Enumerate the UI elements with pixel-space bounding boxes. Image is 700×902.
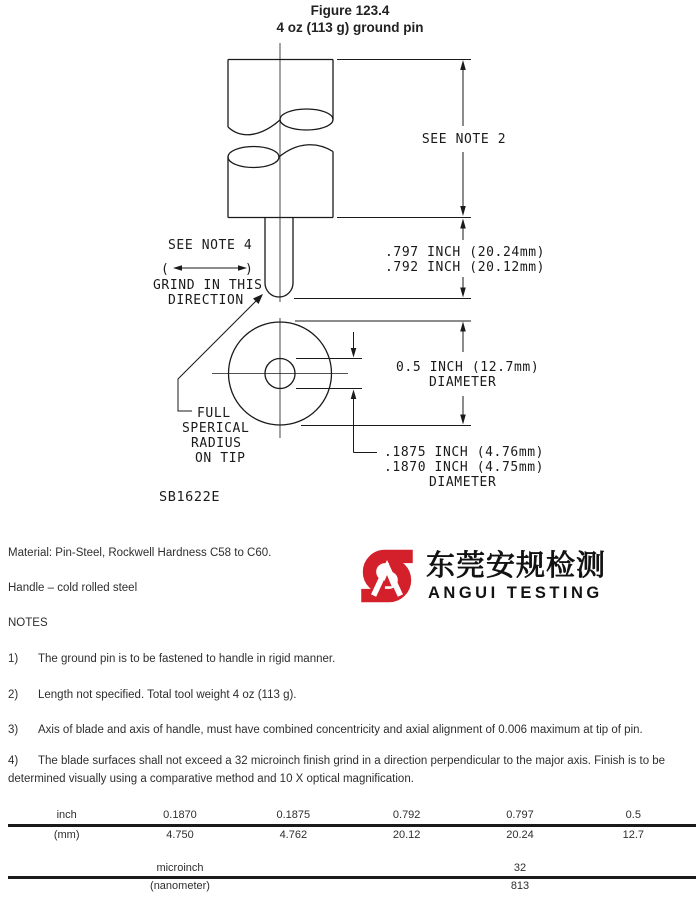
cell-inch-1: 0.1870 bbox=[163, 809, 197, 821]
break-wave-top bbox=[228, 120, 281, 135]
note-1-number: 1) bbox=[8, 653, 19, 665]
drawing-code: SB1622E bbox=[159, 489, 221, 505]
note-3-text: Axis of blade and axis of handle, must have combined concentricity and axial alignment of 0.006 maximum at tip of pin. bbox=[38, 724, 643, 736]
cell-inch-5: 0.5 bbox=[625, 809, 641, 821]
break-ellipse-bottom bbox=[228, 147, 279, 168]
cell-mm-5: 12.7 bbox=[622, 829, 645, 841]
label-see-note-4: SEE NOTE 4 bbox=[168, 238, 253, 253]
note-4 bbox=[8, 752, 694, 788]
note-2-text: Length not specified. Total tool weight 4 oz (113 g). bbox=[38, 689, 297, 701]
label-grind-line2: DIRECTION bbox=[168, 293, 244, 308]
break-ellipse-top bbox=[280, 109, 333, 130]
table-rule-1 bbox=[8, 824, 696, 827]
cell-mm-2: 4.762 bbox=[279, 829, 308, 841]
label-knob-diameter-word: DIAMETER bbox=[429, 375, 497, 390]
note-3 bbox=[8, 721, 694, 739]
cell-mm-label: (mm) bbox=[53, 829, 80, 841]
logo-chinese-name: 东莞安规检测 bbox=[426, 550, 607, 582]
label-pin-diameter-word: DIAMETER bbox=[429, 475, 497, 490]
note-1-text: The ground pin is to be fastened to handle in rigid manner. bbox=[38, 653, 336, 665]
material-line: Material: Pin-Steel, Rockwell Hardness C58 to C60. bbox=[8, 547, 272, 559]
label-pin-length-min: .792 INCH (20.12mm) bbox=[385, 260, 546, 275]
handle-line: Handle – cold rolled steel bbox=[8, 582, 138, 594]
tip-leader-line bbox=[178, 301, 257, 412]
note-4-text: The blade surfaces shall not exceed a 32 microinch finish grind in a direction perpendicular to the major axis. Finish is to be determined visually using a comparative method and 10 X optical magnification. bbox=[8, 755, 666, 785]
arrowhead-up bbox=[460, 60, 466, 70]
arrowhead-up bbox=[351, 390, 357, 400]
arrowhead-down bbox=[460, 288, 466, 298]
table-rule-2 bbox=[8, 876, 696, 879]
table-row-mm bbox=[10, 829, 690, 841]
table-row-inch bbox=[10, 809, 690, 821]
note-3-number: 3) bbox=[8, 724, 19, 736]
cell-mm-4: 20.24 bbox=[506, 829, 534, 841]
cell-nanometer-value: 813 bbox=[510, 880, 530, 892]
note-2 bbox=[8, 686, 694, 704]
arrowhead-down bbox=[460, 206, 466, 216]
label-tip-radius: RADIUS bbox=[191, 436, 242, 451]
arrowhead-down bbox=[460, 415, 466, 425]
cell-microinch-label: microinch bbox=[156, 862, 204, 874]
cell-inch-3: 0.792 bbox=[392, 809, 421, 821]
label-pin-length-max: .797 INCH (20.24mm) bbox=[385, 245, 546, 260]
label-grind-line1: GRIND IN THIS bbox=[153, 278, 263, 293]
note-1 bbox=[8, 650, 694, 668]
label-pin-diameter-min: .1870 INCH (4.75mm) bbox=[384, 460, 545, 475]
label-pin-diameter-max: .1875 INCH (4.76mm) bbox=[384, 445, 545, 460]
label-knob-diameter: 0.5 INCH (12.7mm) bbox=[396, 360, 540, 375]
note-4-number: 4) bbox=[8, 755, 19, 767]
cell-mm-1: 4.750 bbox=[166, 829, 194, 841]
cell-microinch-value: 32 bbox=[513, 862, 527, 874]
cell-mm-3: 20.12 bbox=[392, 829, 421, 841]
break-wave-bottom bbox=[279, 145, 333, 157]
label-tip-sperical: SPERICAL bbox=[182, 421, 250, 436]
angui-logo-mark bbox=[356, 542, 418, 610]
arrowhead-left bbox=[173, 265, 182, 271]
table-row-microinch bbox=[10, 862, 690, 874]
note-2-number: 2) bbox=[8, 689, 19, 701]
label-see-note-2: SEE NOTE 2 bbox=[421, 132, 507, 147]
table-row-nanometer bbox=[10, 880, 690, 892]
label-tip-on-tip: ON TIP bbox=[195, 451, 246, 466]
logo-english-name: ANGUI TESTING bbox=[428, 584, 603, 602]
arrowhead-up bbox=[460, 219, 466, 229]
label-paren-open: ( bbox=[161, 262, 170, 277]
arrowhead-up bbox=[460, 322, 466, 332]
angui-testing-logo bbox=[356, 540, 610, 612]
cell-inch-2: 0.1875 bbox=[276, 809, 311, 821]
cell-inch-4: 0.797 bbox=[506, 809, 534, 821]
figure-number: Figure 123.4 bbox=[310, 3, 390, 18]
ground-pin-outline bbox=[265, 218, 293, 298]
cell-nanometer-label: (nanometer) bbox=[150, 880, 210, 892]
notes-heading: NOTES bbox=[8, 617, 48, 629]
arrowhead-down bbox=[351, 348, 357, 358]
label-tip-full: FULL bbox=[197, 406, 231, 421]
label-paren-close: ) bbox=[245, 262, 254, 277]
cell-inch-label: inch bbox=[56, 809, 77, 821]
figure-caption: 4 oz (113 g) ground pin bbox=[276, 20, 424, 35]
